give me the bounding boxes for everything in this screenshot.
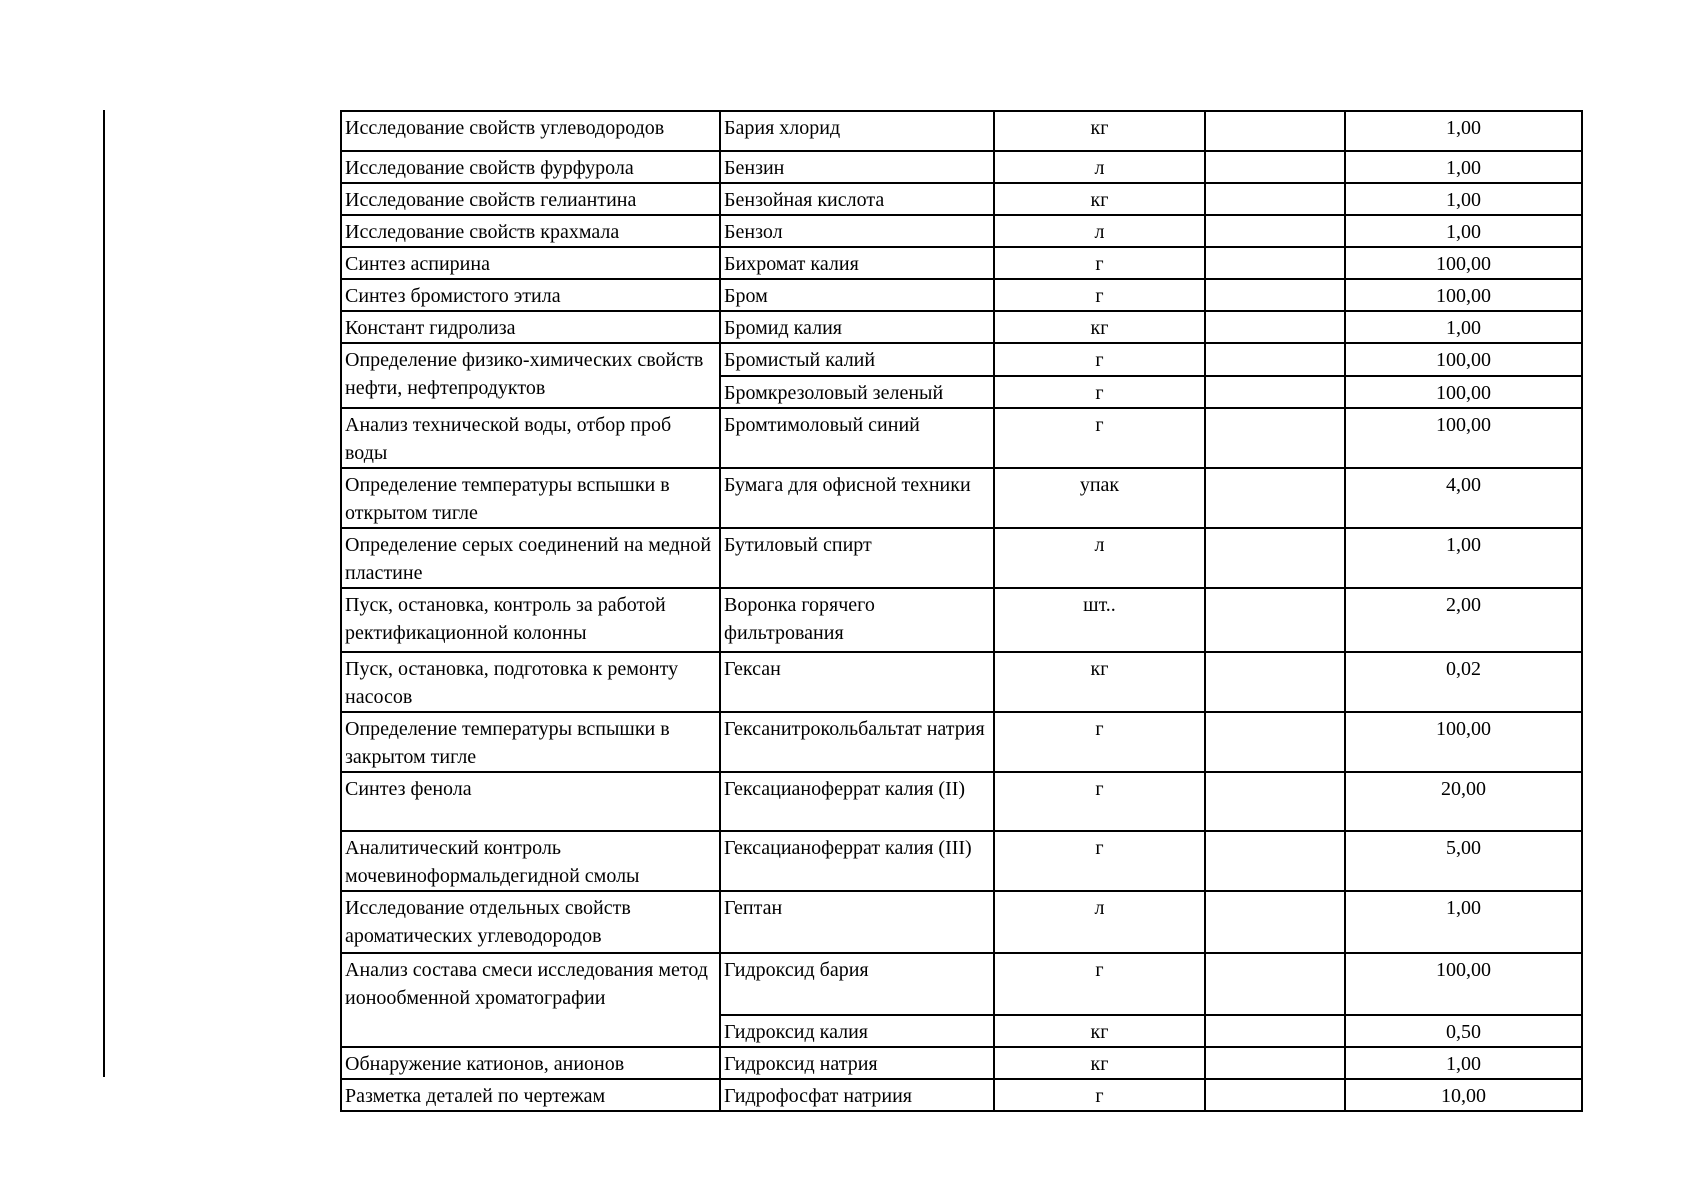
table-row <box>341 528 1582 588</box>
unit-cell: г <box>994 953 1205 1015</box>
reagent-cell: Гексацианоферрат калия (III) <box>720 831 994 891</box>
quantity-cell: 100,00 <box>1345 279 1582 311</box>
quantity-cell: 1,00 <box>1345 311 1582 343</box>
quantity-cell: 100,00 <box>1345 376 1582 408</box>
empty-cell <box>1205 772 1345 831</box>
activity-cell: Обнаружение катионов, анионов <box>341 1047 720 1079</box>
table-row <box>341 311 1582 343</box>
unit-cell: кг <box>994 1047 1205 1079</box>
table-row <box>341 1079 1582 1111</box>
page-margin-line <box>103 110 105 1077</box>
quantity-cell: 1,00 <box>1345 891 1582 953</box>
unit-cell: упак <box>994 468 1205 528</box>
activity-cell: Аналитический контроль мочевиноформальдегидной смолы <box>341 831 720 891</box>
empty-cell <box>1205 652 1345 712</box>
empty-cell <box>1205 151 1345 183</box>
table-row <box>341 953 1582 1015</box>
unit-cell: г <box>994 343 1205 376</box>
unit-cell: г <box>994 772 1205 831</box>
quantity-cell: 1,00 <box>1345 111 1582 151</box>
reagent-cell: Бензол <box>720 215 994 247</box>
empty-cell <box>1205 1015 1345 1047</box>
quantity-cell: 2,00 <box>1345 588 1582 652</box>
unit-cell: кг <box>994 1015 1205 1047</box>
quantity-cell: 1,00 <box>1345 183 1582 215</box>
reagent-cell: Бензин <box>720 151 994 183</box>
activity-cell: Анализ состава смеси исследования метод ионообменной хроматографии <box>341 953 720 1047</box>
quantity-cell: 10,00 <box>1345 1079 1582 1111</box>
unit-cell: г <box>994 831 1205 891</box>
reagent-cell: Бромистый калий <box>720 343 994 376</box>
table-row <box>341 468 1582 528</box>
unit-cell: г <box>994 376 1205 408</box>
reagent-cell: Гидроксид бария <box>720 953 994 1015</box>
quantity-cell: 0,50 <box>1345 1015 1582 1047</box>
quantity-cell: 100,00 <box>1345 247 1582 279</box>
empty-cell <box>1205 343 1345 376</box>
table-row <box>341 1047 1582 1079</box>
unit-cell: г <box>994 712 1205 772</box>
quantity-cell: 100,00 <box>1345 343 1582 376</box>
reagent-cell: Гидрофосфат натриия <box>720 1079 994 1111</box>
empty-cell <box>1205 953 1345 1015</box>
reagent-cell: Бромкрезоловый зеленый <box>720 376 994 408</box>
quantity-cell: 0,02 <box>1345 652 1582 712</box>
reagent-cell: Бумага для офисной техники <box>720 468 994 528</box>
empty-cell <box>1205 831 1345 891</box>
quantity-cell: 1,00 <box>1345 151 1582 183</box>
table-row <box>341 891 1582 953</box>
quantity-cell: 1,00 <box>1345 215 1582 247</box>
activity-cell: Синтез фенола <box>341 772 720 831</box>
reagent-cell: Бария хлорид <box>720 111 994 151</box>
quantity-cell: 1,00 <box>1345 1047 1582 1079</box>
empty-cell <box>1205 408 1345 468</box>
activity-cell: Определение серых соединений на медной пластине <box>341 528 720 588</box>
table-row <box>341 408 1582 468</box>
activity-cell: Исследование свойств углеводородов <box>341 111 720 151</box>
activity-cell: Синтез бромистого этила <box>341 279 720 311</box>
table-row <box>341 831 1582 891</box>
quantity-cell: 100,00 <box>1345 408 1582 468</box>
empty-cell <box>1205 215 1345 247</box>
table-row <box>341 215 1582 247</box>
table-row <box>341 279 1582 311</box>
empty-cell <box>1205 183 1345 215</box>
empty-cell <box>1205 111 1345 151</box>
reagent-cell: Воронка горячего фильтрования <box>720 588 994 652</box>
unit-cell: л <box>994 891 1205 953</box>
reagent-cell: Бихромат калия <box>720 247 994 279</box>
unit-cell: кг <box>994 183 1205 215</box>
empty-cell <box>1205 279 1345 311</box>
activity-cell: Пуск, остановка, контроль за работой ректификационной колонны <box>341 588 720 652</box>
activity-cell: Констант гидролиза <box>341 311 720 343</box>
unit-cell: кг <box>994 311 1205 343</box>
activity-cell: Исследование свойств крахмала <box>341 215 720 247</box>
reagent-cell: Гексанитрокольбальтат натрия <box>720 712 994 772</box>
activity-cell: Определение температуры вспышки в закрытом тигле <box>341 712 720 772</box>
unit-cell: л <box>994 151 1205 183</box>
empty-cell <box>1205 247 1345 279</box>
unit-cell: л <box>994 528 1205 588</box>
reagent-cell: Гексацианоферрат калия (II) <box>720 772 994 831</box>
empty-cell <box>1205 528 1345 588</box>
reagent-cell: Бромтимоловый синий <box>720 408 994 468</box>
quantity-cell: 20,00 <box>1345 772 1582 831</box>
table-row <box>341 151 1582 183</box>
table-row <box>341 772 1582 831</box>
empty-cell <box>1205 468 1345 528</box>
reagent-cell: Бутиловый спирт <box>720 528 994 588</box>
quantity-cell: 4,00 <box>1345 468 1582 528</box>
empty-cell <box>1205 1047 1345 1079</box>
empty-cell <box>1205 1079 1345 1111</box>
reagent-cell: Бромид калия <box>720 311 994 343</box>
table-row <box>341 588 1582 652</box>
empty-cell <box>1205 712 1345 772</box>
reagent-cell: Бром <box>720 279 994 311</box>
unit-cell: кг <box>994 111 1205 151</box>
empty-cell <box>1205 891 1345 953</box>
empty-cell <box>1205 311 1345 343</box>
table-row <box>341 652 1582 712</box>
activity-cell: Исследование свойств гелиантина <box>341 183 720 215</box>
empty-cell <box>1205 588 1345 652</box>
activity-cell: Разметка деталей по чертежам <box>341 1079 720 1111</box>
unit-cell: л <box>994 215 1205 247</box>
unit-cell: г <box>994 247 1205 279</box>
quantity-cell: 100,00 <box>1345 712 1582 772</box>
activity-cell: Определение температуры вспышки в открытом тигле <box>341 468 720 528</box>
unit-cell: кг <box>994 652 1205 712</box>
quantity-cell: 1,00 <box>1345 528 1582 588</box>
table-row <box>341 183 1582 215</box>
unit-cell: шт.. <box>994 588 1205 652</box>
reagent-cell: Гидроксид калия <box>720 1015 994 1047</box>
reagent-cell: Гексан <box>720 652 994 712</box>
quantity-cell: 100,00 <box>1345 953 1582 1015</box>
unit-cell: г <box>994 279 1205 311</box>
activity-cell: Синтез аспирина <box>341 247 720 279</box>
activity-cell: Пуск, остановка, подготовка к ремонту насосов <box>341 652 720 712</box>
table-row <box>341 343 1582 376</box>
activity-cell: Исследование свойств фурфурола <box>341 151 720 183</box>
quantity-cell: 5,00 <box>1345 831 1582 891</box>
reagent-cell: Бензойная кислота <box>720 183 994 215</box>
activity-cell: Анализ технической воды, отбор проб воды <box>341 408 720 468</box>
empty-cell <box>1205 376 1345 408</box>
reagent-cell: Гидроксид натрия <box>720 1047 994 1079</box>
table-row <box>341 111 1582 151</box>
reagents-table <box>340 110 1583 1112</box>
table-row <box>341 712 1582 772</box>
activity-cell: Определение физико-химических свойств нефти, нефтепродуктов <box>341 343 720 408</box>
reagent-cell: Гептан <box>720 891 994 953</box>
table-row <box>341 247 1582 279</box>
unit-cell: г <box>994 408 1205 468</box>
activity-cell: Исследование отдельных свойств ароматических углеводородов <box>341 891 720 953</box>
unit-cell: г <box>994 1079 1205 1111</box>
